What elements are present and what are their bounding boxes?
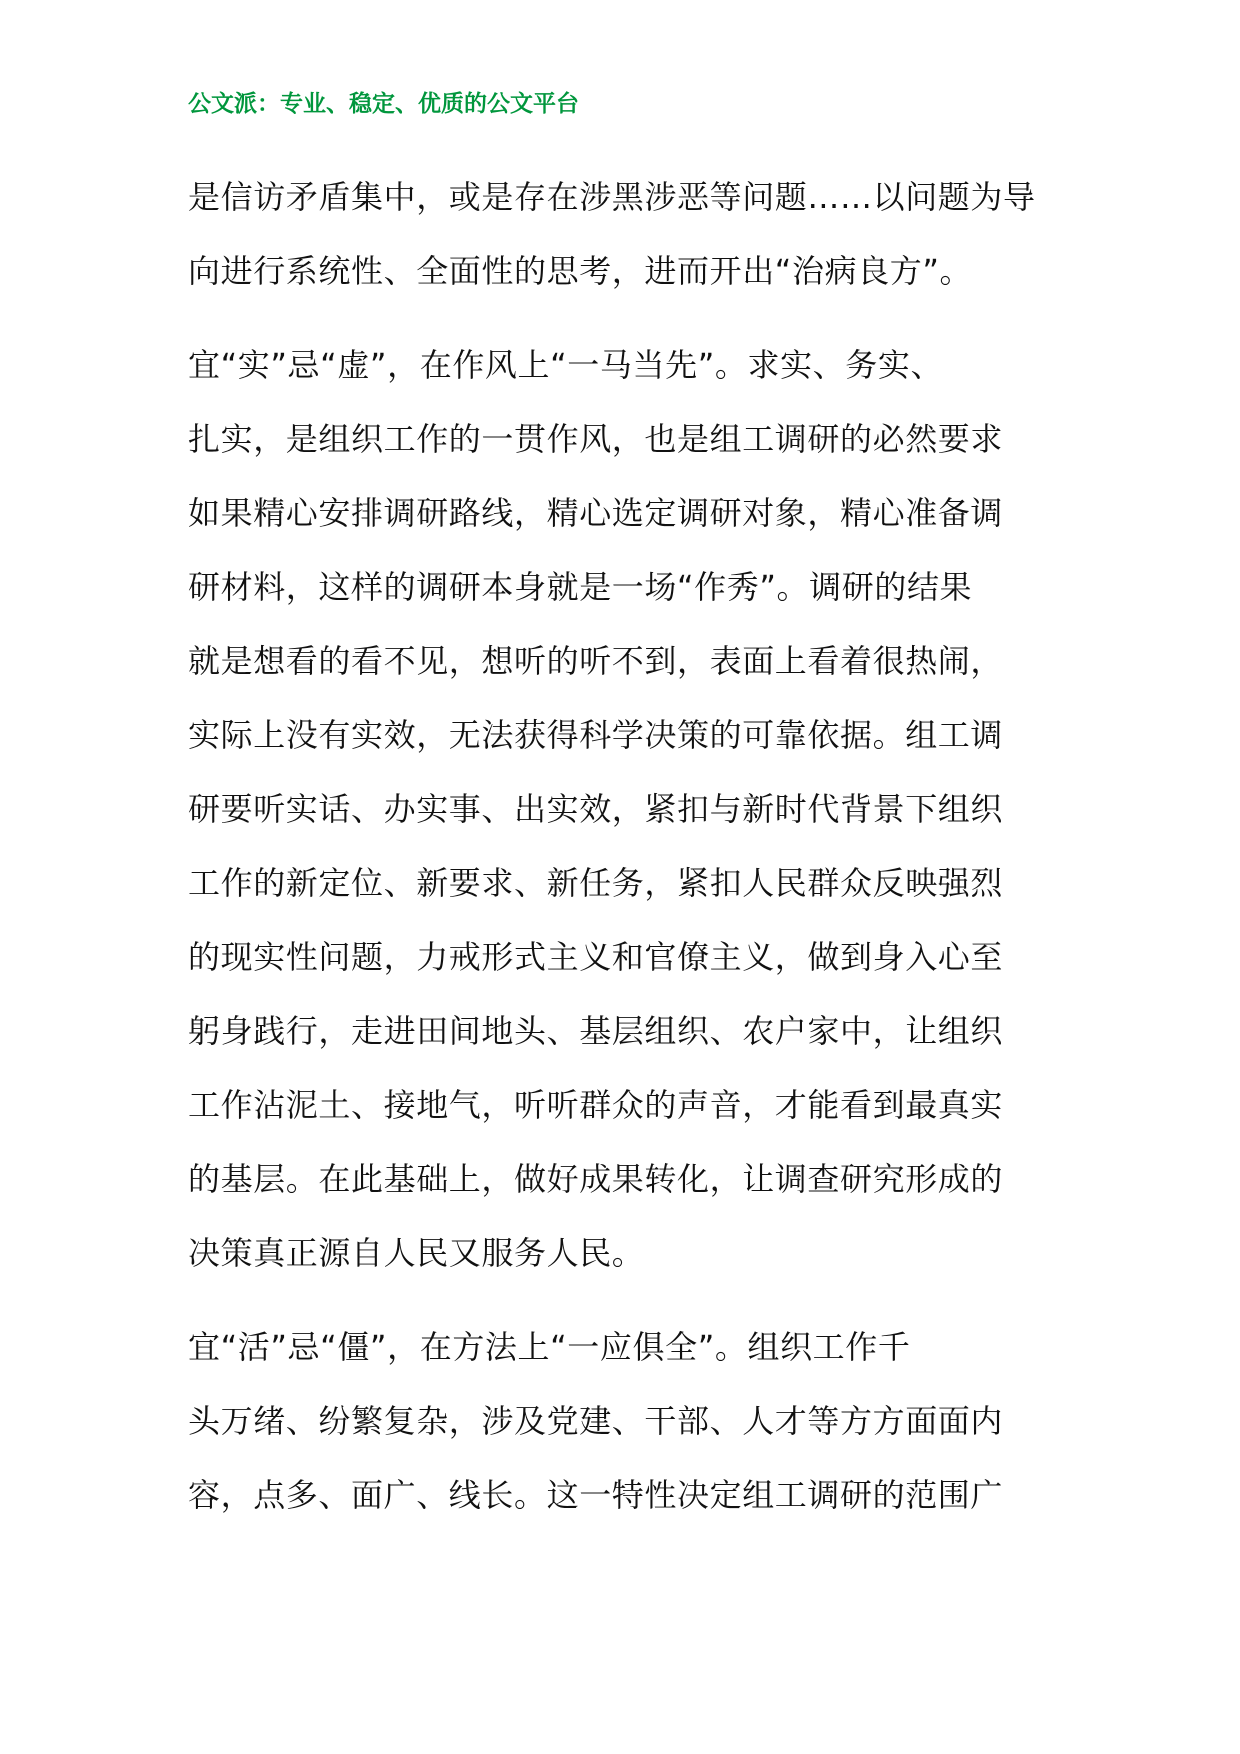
paragraph-2-line-10: 躬身践行，走进田间地头、基层组织、农户家中，让组织 [188,1012,1004,1050]
paragraph-2-line-13: 决策真正源自人民又服务人民。 [188,1234,645,1272]
paragraph-2-line-6: 实际上没有实效，无法获得科学决策的可靠依据。组工调 [188,716,1004,754]
document-body [188,160,1128,1532]
paragraph-2-line-4: 研材料，这样的调研本身就是一场“作秀”。调研的结果 [188,568,973,606]
paragraph-2-line-1: 宜“实”忌“虚”，在作风上“一马当先”。求实、务实、 [188,346,944,384]
paragraph-2-line-7: 研要听实话、办实事、出实效，紧扣与新时代背景下组织 [188,790,1004,828]
paragraph-1-line-1: 是信访矛盾集中，或是存在涉黑涉恶等问题……以问题为导 [188,178,1036,216]
paragraph-2-line-3: 如果精心安排调研路线，精心选定调研对象，精心准备调 [188,494,1004,532]
header-banner: 公文派：专业、稳定、优质的公文平台 [188,90,579,117]
paragraph-2-line-2: 扎实，是组织工作的一贯作风，也是组工调研的必然要求 [188,420,1004,458]
paragraph-gap [188,1290,1128,1310]
paragraph-2-line-11: 工作沾泥土、接地气，听听群众的声音，才能看到最真实 [188,1086,1004,1124]
paragraph-1-line-2: 向进行系统性、全面性的思考，进而开出“治病良方”。 [188,252,973,290]
paragraph-gap [188,308,1128,328]
paragraph-2-line-12: 的基层。在此基础上，做好成果转化，让调查研究形成的 [188,1160,1004,1198]
paragraph-3-line-1: 宜“活”忌“僵”，在方法上“一应俱全”。组织工作千 [188,1328,911,1366]
paragraph-2-line-5: 就是想看的看不见，想听的听不到，表面上看着很热闹， [188,642,1004,680]
paragraph-2-line-8: 工作的新定位、新要求、新任务，紧扣人民群众反映强烈 [188,864,1004,902]
paragraph-3-line-3: 容，点多、面广、线长。这一特性决定组工调研的范围广 [188,1476,1004,1514]
paragraph-3-line-2: 头万绪、纷繁复杂，涉及党建、干部、人才等方方面面内 [188,1402,1004,1440]
paragraph-2-line-9: 的现实性问题，力戒形式主义和官僚主义，做到身入心至 [188,938,1004,976]
